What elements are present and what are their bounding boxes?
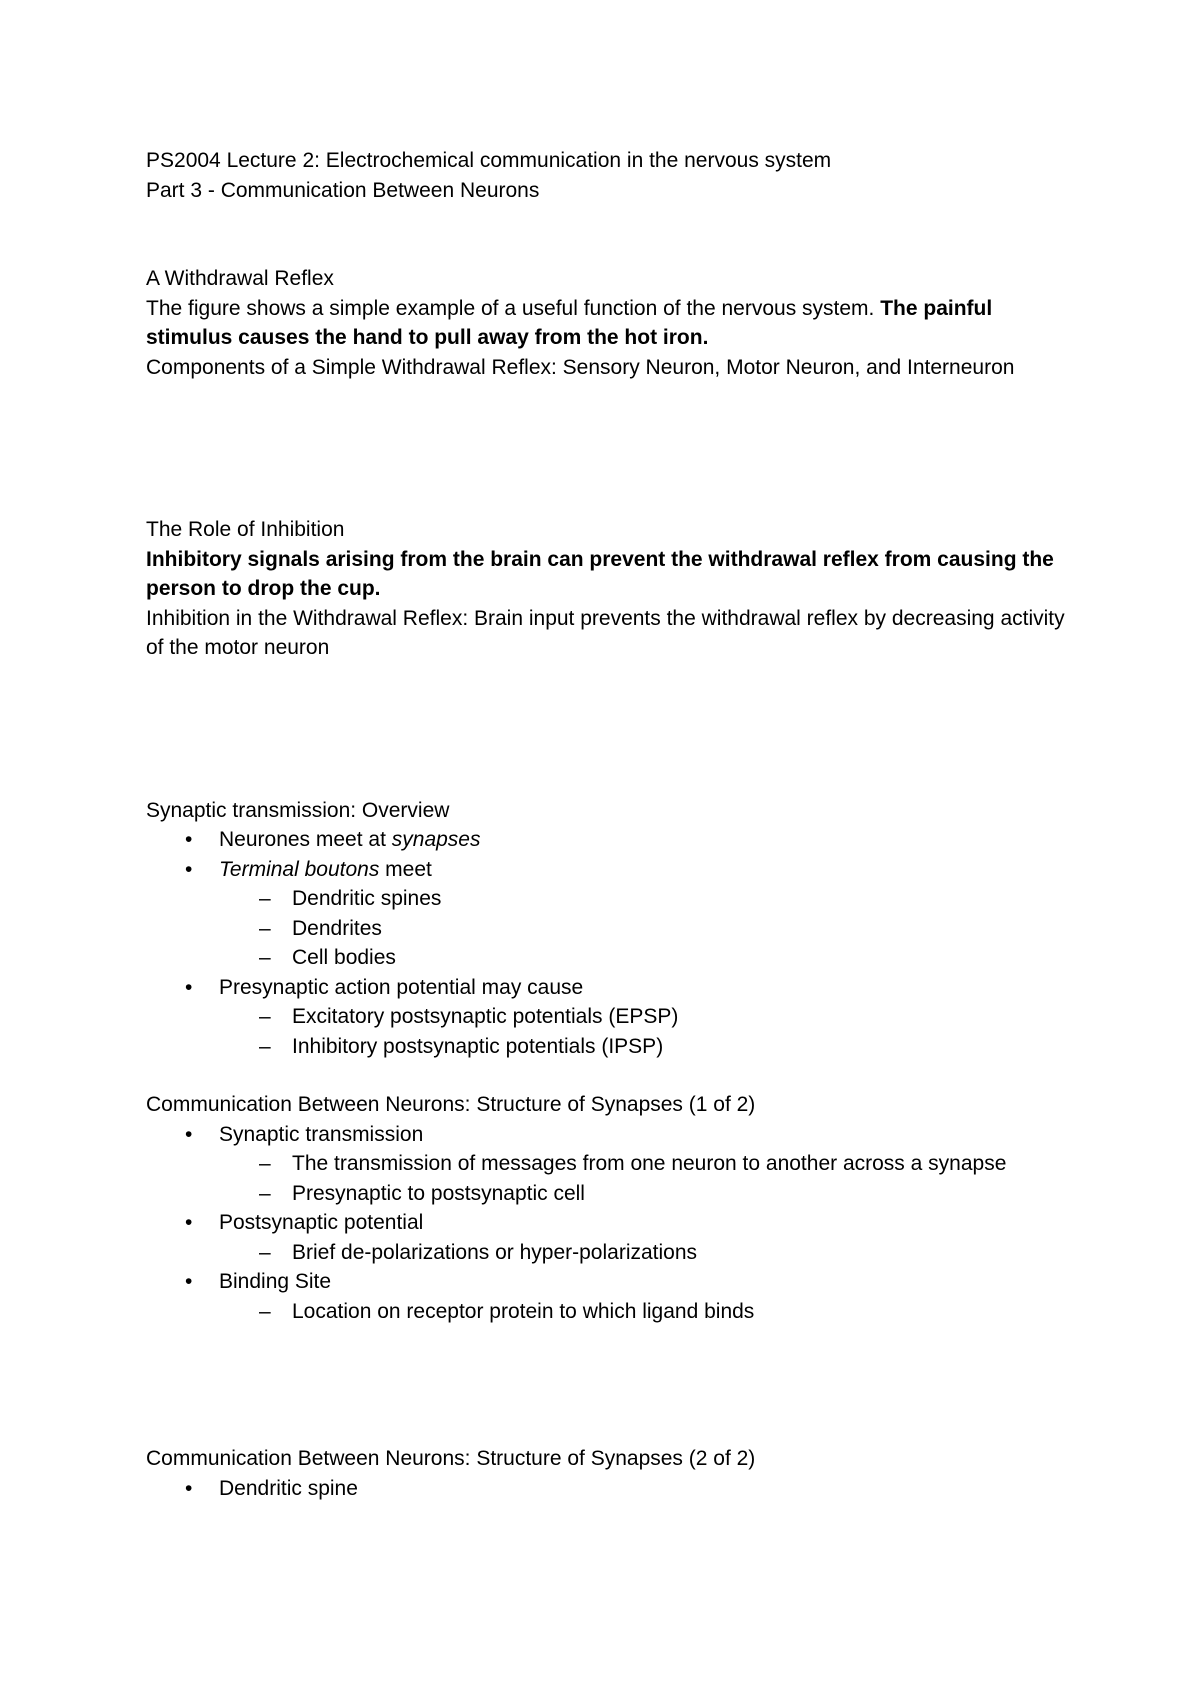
dash-icon: – [259,916,271,940]
dash-icon: – [259,887,271,910]
withdrawal-bold-text: The painful stimulus causes the hand to pull away from the hot iron. [146,296,993,349]
structure2-list [146,1474,1066,1504]
dash-icon: – [259,946,271,969]
spacer [146,1061,1066,1090]
sub-list-item [219,884,1066,914]
bullet-icon: • [185,975,193,999]
sub-list [219,1238,1066,1268]
dash-icon: – [259,1005,271,1028]
list-item-text: Synaptic transmission [219,1122,424,1146]
bullet-icon: • [185,828,193,851]
sub-list-item-text: Brief de-polarizations or hyper-polarizations [292,1240,698,1264]
structure2-heading: Communication Between Neurons: Structure of Synapses (2 of 2) [146,1447,756,1470]
sub-list-item [219,1002,1066,1032]
sub-list-item-text: Dendrites [292,916,382,940]
list-item-text: Presynaptic action potential may cause [219,975,584,999]
document-content [146,146,1066,1503]
spacer [146,382,1066,515]
sub-list [219,1297,1066,1327]
lecture-subtitle: Part 3 - Communication Between Neurons [146,178,540,202]
sub-list-item-text: Cell bodies [292,946,396,969]
sub-list-item [219,1238,1066,1268]
sub-list-item [219,943,1066,973]
sub-list [219,884,1066,973]
list-item [146,973,1066,1062]
lecture-title: PS2004 Lecture 2: Electrochemical communication in the nervous system [146,149,832,172]
structure1-list [146,1120,1066,1327]
list-item [146,855,1066,973]
sub-list-item-text: Inhibitory postsynaptic potentials (IPSP) [292,1034,664,1058]
list-item-italic: synapses [391,828,481,851]
sub-list-item [219,1032,1066,1062]
withdrawal-heading: A Withdrawal Reflex [146,267,334,290]
list-item-text: Neurones meet at [219,828,392,851]
list-item-text: Dendritic spine [219,1476,358,1500]
dash-icon: – [259,1152,271,1175]
structure1-heading: Communication Between Neurons: Structure of Synapses (1 of 2) [146,1093,756,1116]
list-item [146,1267,1066,1326]
inhibition-bold-text: Inhibitory signals arising from the brain can prevent the withdrawal reflex from causing the person to drop the cup. [146,547,1054,600]
spacer [146,1326,1066,1444]
sub-list-item-text: Dendritic spines [292,887,442,910]
sub-list-item [219,1149,1066,1179]
sub-list-item [219,914,1066,944]
synaptic-list [146,825,1066,1061]
sub-list [219,1002,1066,1061]
withdrawal-paragraph [146,294,1066,353]
inhibition-heading: The Role of Inhibition [146,518,345,541]
withdrawal-text: The figure shows a simple example of a useful function of the nervous system. [146,296,881,320]
list-item [146,1208,1066,1267]
list-item [146,1120,1066,1209]
sub-list-item-text: Location on receptor protein to which ligand binds [292,1299,755,1323]
spacer [146,663,1066,796]
list-item [146,825,1066,855]
bullet-icon: • [185,1270,193,1293]
dash-icon: – [259,1299,271,1323]
sub-list-item [219,1179,1066,1209]
list-item-text: Postsynaptic potential [219,1211,424,1234]
sub-list [219,1149,1066,1208]
list-item [146,1474,1066,1504]
sub-list-item-text: Excitatory postsynaptic potentials (EPSP) [292,1005,679,1028]
list-item-italic: Terminal boutons [219,857,380,881]
sub-list-item [219,1297,1066,1327]
spacer [146,205,1066,264]
list-item-text: meet [379,857,432,881]
dash-icon: – [259,1034,271,1058]
dash-icon: – [259,1181,271,1205]
sub-list-item-text: The transmission of messages from one neuron to another across a synapse [292,1152,1007,1175]
withdrawal-components: Components of a Simple Withdrawal Reflex: Sensory Neuron, Motor Neuron, and Interneuron [146,355,1015,379]
bullet-icon: • [185,1122,193,1146]
dash-icon: – [259,1240,271,1264]
list-item-text: Binding Site [219,1270,332,1293]
bullet-icon: • [185,857,193,881]
inhibition-text: Inhibition in the Withdrawal Reflex: Brain input prevents the withdrawal reflex by decreasing activity of the motor neuron [146,606,1065,659]
bullet-icon: • [185,1211,193,1234]
bullet-icon: • [185,1476,193,1500]
synaptic-heading: Synaptic transmission: Overview [146,798,450,822]
sub-list-item-text: Presynaptic to postsynaptic cell [292,1181,585,1205]
